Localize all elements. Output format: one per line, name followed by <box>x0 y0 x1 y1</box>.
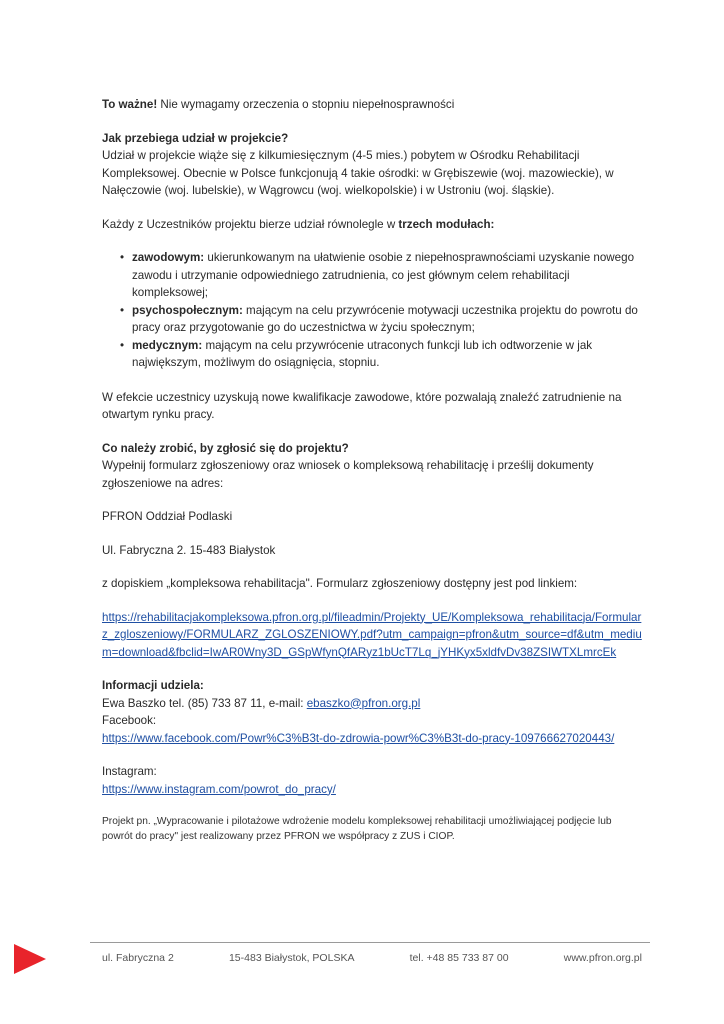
module-name: medycznym: <box>132 338 203 352</box>
list-item <box>102 249 642 302</box>
intro-text: Nie wymagamy orzeczenia o stopniu niepełnosprawności <box>157 98 455 111</box>
modules-lead-text: Każdy z Uczestników projektu bierze udział równolegle w <box>102 217 399 231</box>
contact-line <box>102 695 642 713</box>
footer-phone: tel. +48 85 733 87 00 <box>409 952 509 964</box>
module-desc: ukierunkowanym na ułatwienie osobie z niepełnosprawnościami uzyskanie nowego zawodu i utrzymanie odpowiedniego zatrudnienia, co jest głównym celem rehabilitacji kompleksowej; <box>132 251 635 299</box>
footer <box>102 952 642 964</box>
instagram-link[interactable]: https://www.instagram.com/powrot_do_pracy/ <box>102 782 336 796</box>
facebook-label: Facebook: <box>102 714 157 727</box>
address-org: PFRON Oddział Podlaski <box>102 510 233 523</box>
module-desc: mającym na celu przywrócenie utraconych funkcji lub ich odtworzenie w jak największym, możliwym do osiągnięcia, stopniu. <box>132 338 593 369</box>
how-text: Udział w projekcie wiąże się z kilkumiesięcznym (4-5 mies.) pobytem w Ośrodku Rehabilitacji Kompleksowej. Obecnie w Polsce funkcjonują 4 takie ośrodki: w Grębiszewie (woj. mazowieckie), w Nałęczowie (woj. lubelskie), w Wągrowcu (woj. wielkopolskie) i w Ustroniu (woj. śląskie). <box>102 149 614 197</box>
footer-divider <box>90 942 650 943</box>
instagram-label: Instagram: <box>102 765 157 778</box>
how-heading: Jak przebiega udział w projekcie? <box>102 131 289 145</box>
module-name: zawodowym: <box>132 251 205 264</box>
bullet-icon: • <box>120 338 125 352</box>
contact-heading: Informacji udziela: <box>102 679 204 692</box>
pfron-logo-triangle-icon <box>14 944 46 974</box>
address-street: Ul. Fabryczna 2. 15-483 Białystok <box>102 543 276 557</box>
section-contact <box>102 677 642 747</box>
contact-person: Ewa Baszko tel. (85) 733 87 11, e-mail: <box>102 696 307 710</box>
module-name: psychospołecznym: <box>132 303 243 317</box>
footer-city: 15-483 Białystok, POLSKA <box>228 952 355 964</box>
facebook-link[interactable]: https://www.facebook.com/Powr%C3%B3t-do-zdrowia-powr%C3%B3t-do-pracy-109766627020443/ <box>102 731 615 745</box>
project-note: Projekt pn. „Wypracowanie i pilotażowe wdrożenie modelu kompleksowej rehabilitacji umożliwiającej podjęcie lub powrót do pracy" jest realizowany przez PFRON we współpracy z ZUS i CIOP. <box>102 816 612 842</box>
form-note: z dopiskiem „kompleksowa rehabilitacja". Formularz zgłoszeniowy dostępny jest pod linkiem: <box>102 577 578 590</box>
modules-lead-bold: trzech modułach: <box>398 217 495 231</box>
footer-web[interactable]: www.pfron.org.pl <box>563 952 642 964</box>
effect-text: W efekcie uczestnicy uzyskują nowe kwalifikacje zawodowe, które pozwalają znaleźć zatrudnienie na otwartym rynku pracy. <box>102 390 622 421</box>
section-apply <box>102 440 642 493</box>
list-item <box>102 337 642 372</box>
modules-list <box>102 249 642 372</box>
apply-heading: Co należy zrobić, by zgłosić się do projektu? <box>102 441 349 455</box>
list-item <box>102 302 642 337</box>
modules-lead <box>102 216 642 234</box>
bullet-icon: • <box>120 251 125 264</box>
section-instagram <box>102 763 642 798</box>
module-desc: mającym na celu przywrócenie motywacji uczestnika projektu do powrotu do pracy oraz przygotowanie go do uczestnictwa w życiu społecznym; <box>132 303 638 334</box>
intro-bold: To ważne! <box>102 98 158 111</box>
intro-line <box>102 96 642 114</box>
form-link[interactable]: https://rehabilitacjakompleksowa.pfron.org.pl/fileadmin/Projekty_UE/Kompleksowa_rehabilitacja/Formularz_zgloszeniowy/FORMULARZ_ZGLOSZENIOWY.pdf?utm_campaign=pfron&utm_source=df&utm_medium=download&fbclid=IwAR0Wny3D_GSpWfynQfARyz1bUcT7Lq_jYHKyx5xldfvDv38ZSIWTXLmrcEk <box>102 610 642 659</box>
apply-text: Wypełnij formularz zgłoszeniowy oraz wniosek o kompleksową rehabilitację i prześlij dokumenty zgłoszeniowe na adres: <box>102 459 594 490</box>
document-body <box>102 96 642 844</box>
footer-street: ul. Fabryczna 2 <box>102 952 174 964</box>
email-link[interactable]: ebaszko@pfron.org.pl <box>306 696 421 710</box>
section-how <box>102 130 642 200</box>
bullet-icon: • <box>120 303 125 317</box>
